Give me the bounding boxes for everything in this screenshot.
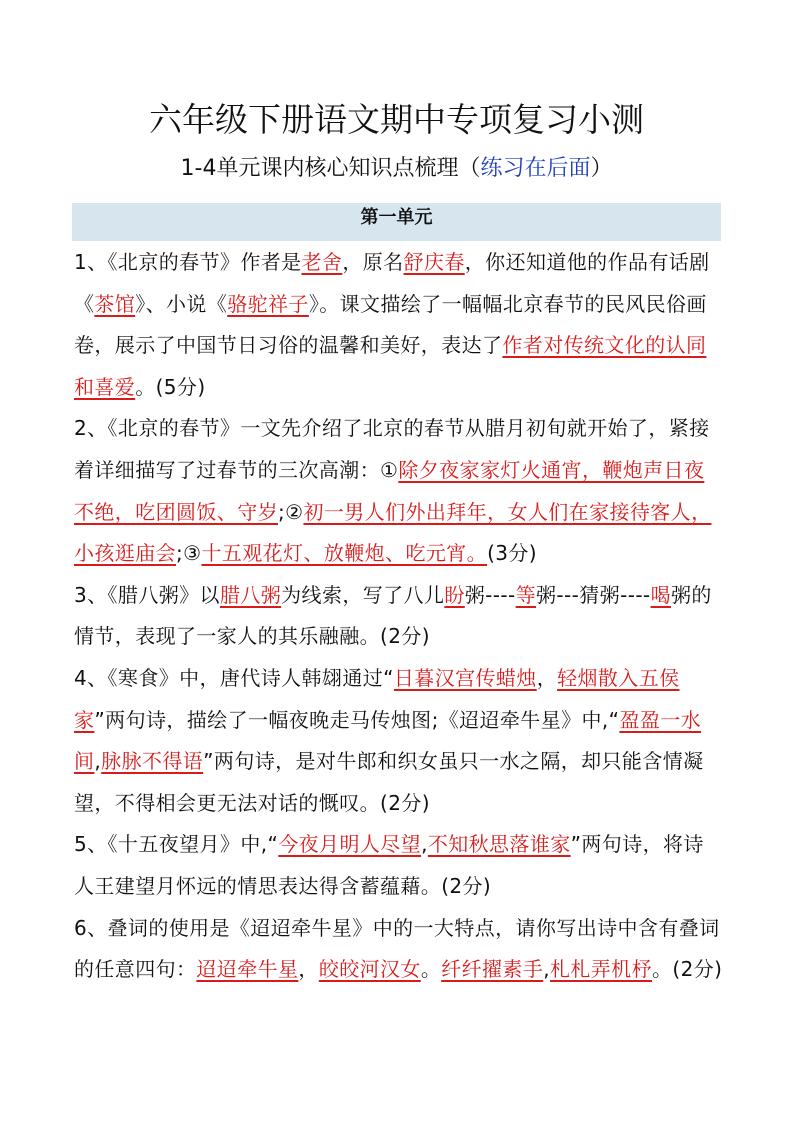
answer-text: 骆驼祥子 [227, 291, 309, 316]
question-text: (3分) [487, 541, 538, 566]
question-text: , [421, 832, 428, 857]
question-text: 5、《十五夜望月》中,“ [74, 832, 279, 857]
question-text: 1、《北京的春节》作者是 [74, 250, 302, 274]
answer-text: 茶馆 [94, 291, 136, 316]
question-text: ， [536, 665, 558, 690]
answer-text: 札札弄机杼 [549, 957, 652, 982]
question-text: , [94, 749, 102, 774]
answer-text: 脉脉不得语 [101, 749, 204, 774]
question-item [74, 242, 724, 408]
subtitle-close: ） [590, 156, 613, 181]
subtitle-highlight: 练习在后面 [480, 156, 591, 181]
answer-text: 除夕夜家家灯火通宵，鞭炮声日夜不绝，吃团圆饭、守岁 [74, 457, 705, 524]
question-text: 。 [420, 957, 442, 982]
question-text: 为线索，写了八儿 [281, 582, 445, 607]
question-text: 。(5分) [135, 374, 206, 399]
question-text: ;② [278, 499, 304, 524]
answer-text: 十五观花灯、放鞭炮、吃元宵。 [201, 541, 488, 566]
answer-text: 轻烟散入五侯家 [74, 665, 680, 732]
answer-text: 盼 [444, 582, 465, 607]
question-text: ， [298, 957, 319, 982]
question-text: ;③ [176, 541, 202, 566]
question-text: ，你还知道他的作品有话剧《 [74, 250, 710, 316]
question-list [74, 242, 724, 991]
question-text: 6、叠词的使用是《迢迢牵牛星》中的一大特点，请你写出诗中含有叠词的任意四句： [74, 915, 720, 982]
answer-text: 日暮汉宫传蜡烛 [393, 665, 537, 690]
question-text: 》。课文描绘了一幅幅北京春节的民风民俗画卷，展示了中国节日习俗的温馨和美好，表达了 [74, 291, 707, 358]
question-text: 2、《北京的春节》一文先介绍了北京的春节从腊月初旬就开始了，紧接着详细描写了过春节的三次高潮：① [74, 416, 710, 482]
question-text: 3、《腊八粥》以 [74, 582, 220, 607]
answer-text: 喝 [650, 582, 671, 607]
question-text: ”两句诗，描绘了一幅夜晚走马传烛图;《迢迢牵牛星》中,“ [94, 707, 620, 732]
answer-text: 迢迢牵牛星 [196, 957, 299, 982]
question-text: , [543, 957, 550, 982]
answer-text: 今夜月明人尽望 [278, 832, 422, 857]
question-text: 粥---猜粥---- [536, 582, 651, 607]
answer-text: 作者对传统文化的认同和喜爱 [74, 333, 707, 399]
answer-text: 纤纤擢素手 [441, 957, 544, 982]
question-item [74, 824, 724, 907]
question-text: 4、《寒食》中，唐代诗人韩翃通过“ [74, 665, 394, 690]
question-item [74, 408, 724, 574]
answer-text: 腊八粥 [219, 582, 282, 607]
subtitle-main: 1-4单元课内核心知识点梳理（ [180, 156, 481, 181]
unit-heading: 第一单元 [72, 203, 721, 241]
question-text: ，原名 [342, 250, 404, 274]
question-text: 粥---- [464, 582, 516, 607]
answer-text: 等 [515, 582, 537, 607]
question-text: 。(2分) [651, 957, 723, 982]
question-text: 粥的情节，表现了一家人的其乐融融。(2分) [74, 582, 712, 649]
question-item [74, 575, 724, 658]
answer-text: 盈盈一水间 [74, 707, 702, 774]
answer-text: 舒庆春 [403, 250, 465, 274]
answer-text: 皎皎河汉女 [318, 957, 421, 982]
page-subtitle [0, 153, 793, 185]
question-text: 》、小说《 [135, 291, 228, 316]
question-text: ”两句诗，将诗人王建望月怀远的情思表达得含蓄蕴藉。(2分) [74, 832, 704, 898]
question-item [74, 908, 724, 991]
question-text: ”两句诗，是对牛郎和织女虽只一水之隔，却只能含情凝望，不得相会更无法对话的慨叹。(2分) [74, 749, 704, 815]
page-title: 六年级下册语文期中专项复习小测 [149, 100, 644, 139]
answer-text: 老舍 [301, 250, 343, 274]
answer-text: 初一男人们外出拜年，女人们在家接待客人，小孩逛庙会 [74, 499, 712, 566]
question-item [74, 658, 724, 824]
answer-text: 不知秋思落谁家 [427, 832, 571, 857]
